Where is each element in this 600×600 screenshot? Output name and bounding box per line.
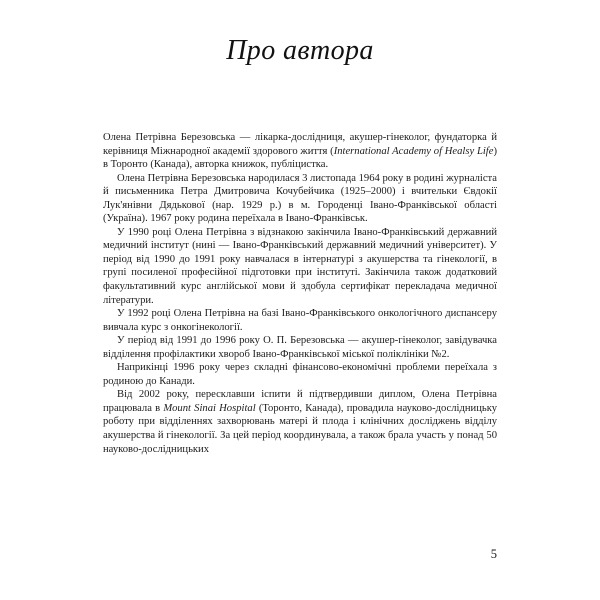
text-run: У період від 1991 до 1996 року О. П. Березовська — акушер-гінеколог, завідувачка відділення профілактики хвороб Івано-Франківської міської поліклініки №2. [103,335,497,360]
body-paragraph [103,361,497,388]
italic-run: International Academy of Healsy Life [333,145,494,157]
body-paragraph [103,388,497,456]
text-run: У 1992 році Олена Петрівна на базі Івано-Франківського онкологічного диспансеру вивчала курс з онкогінекології. [103,308,497,333]
text-run: ) в Торонто (Канада), авторка книжок, публіцистка. [103,145,497,171]
text-run: (Торонто, Канада), провадила науково-дослідницьку роботу при відділеннях захворювань матері й плода і клінічних досліджень відділу акушерства й гінекології. За цей період координувала, а також брала участь у понад 50 науково-дослідницьких [103,402,497,455]
text-run: Олена Петрівна Березовська — лікарка-дослідниця, акушер-гінеколог, фундаторка й керівниця Міжнародної академії здорового життя ( [103,132,497,157]
page-number: 5 [490,547,497,561]
body-paragraph [103,226,497,307]
body-paragraph [103,172,497,226]
text-run: У 1990 році Олена Петрівна з відзнакою закінчила Івано-Франківський державний медичний інститут (нині — Івано-Франківський державний медичний університет). У період від 1990 до 1991 року навчалася в інтернатурі з акушерства та гінекології, в групі посиленої професійної підготовки при інституті. Закінчила також додатковий факультативний курс англійської мови й здобула сертифікат перекладача медичної літератури. [103,226,497,306]
italic-run: Mount Sinai Hospital [163,402,256,414]
body-text-block [103,131,497,456]
body-paragraph [103,334,497,361]
body-paragraph [103,307,497,334]
page-title: Про автора [226,35,374,66]
text-run: Наприкінці 1996 року через складні фінансово-економічні проблеми переїхала з родиною до Канади. [103,362,497,387]
body-paragraph [103,131,497,172]
text-run: Від 2002 року, пересклавши іспити й підтвердивши диплом, Олена Петрівна працювала в [103,389,497,414]
text-run: Олена Петрівна Березовська народилася 3 листопада 1964 року в родині журналіста й письменника Петра Дмитровича Кочубейчика (1925–2000) і вчительки Євдокії Лук'янівни Дядькової (нар. 1929 р.) в м. Городенці Івано-Франківської області (Україна). 1967 року родина переїхала в Івано-Франківськ. [103,172,498,225]
